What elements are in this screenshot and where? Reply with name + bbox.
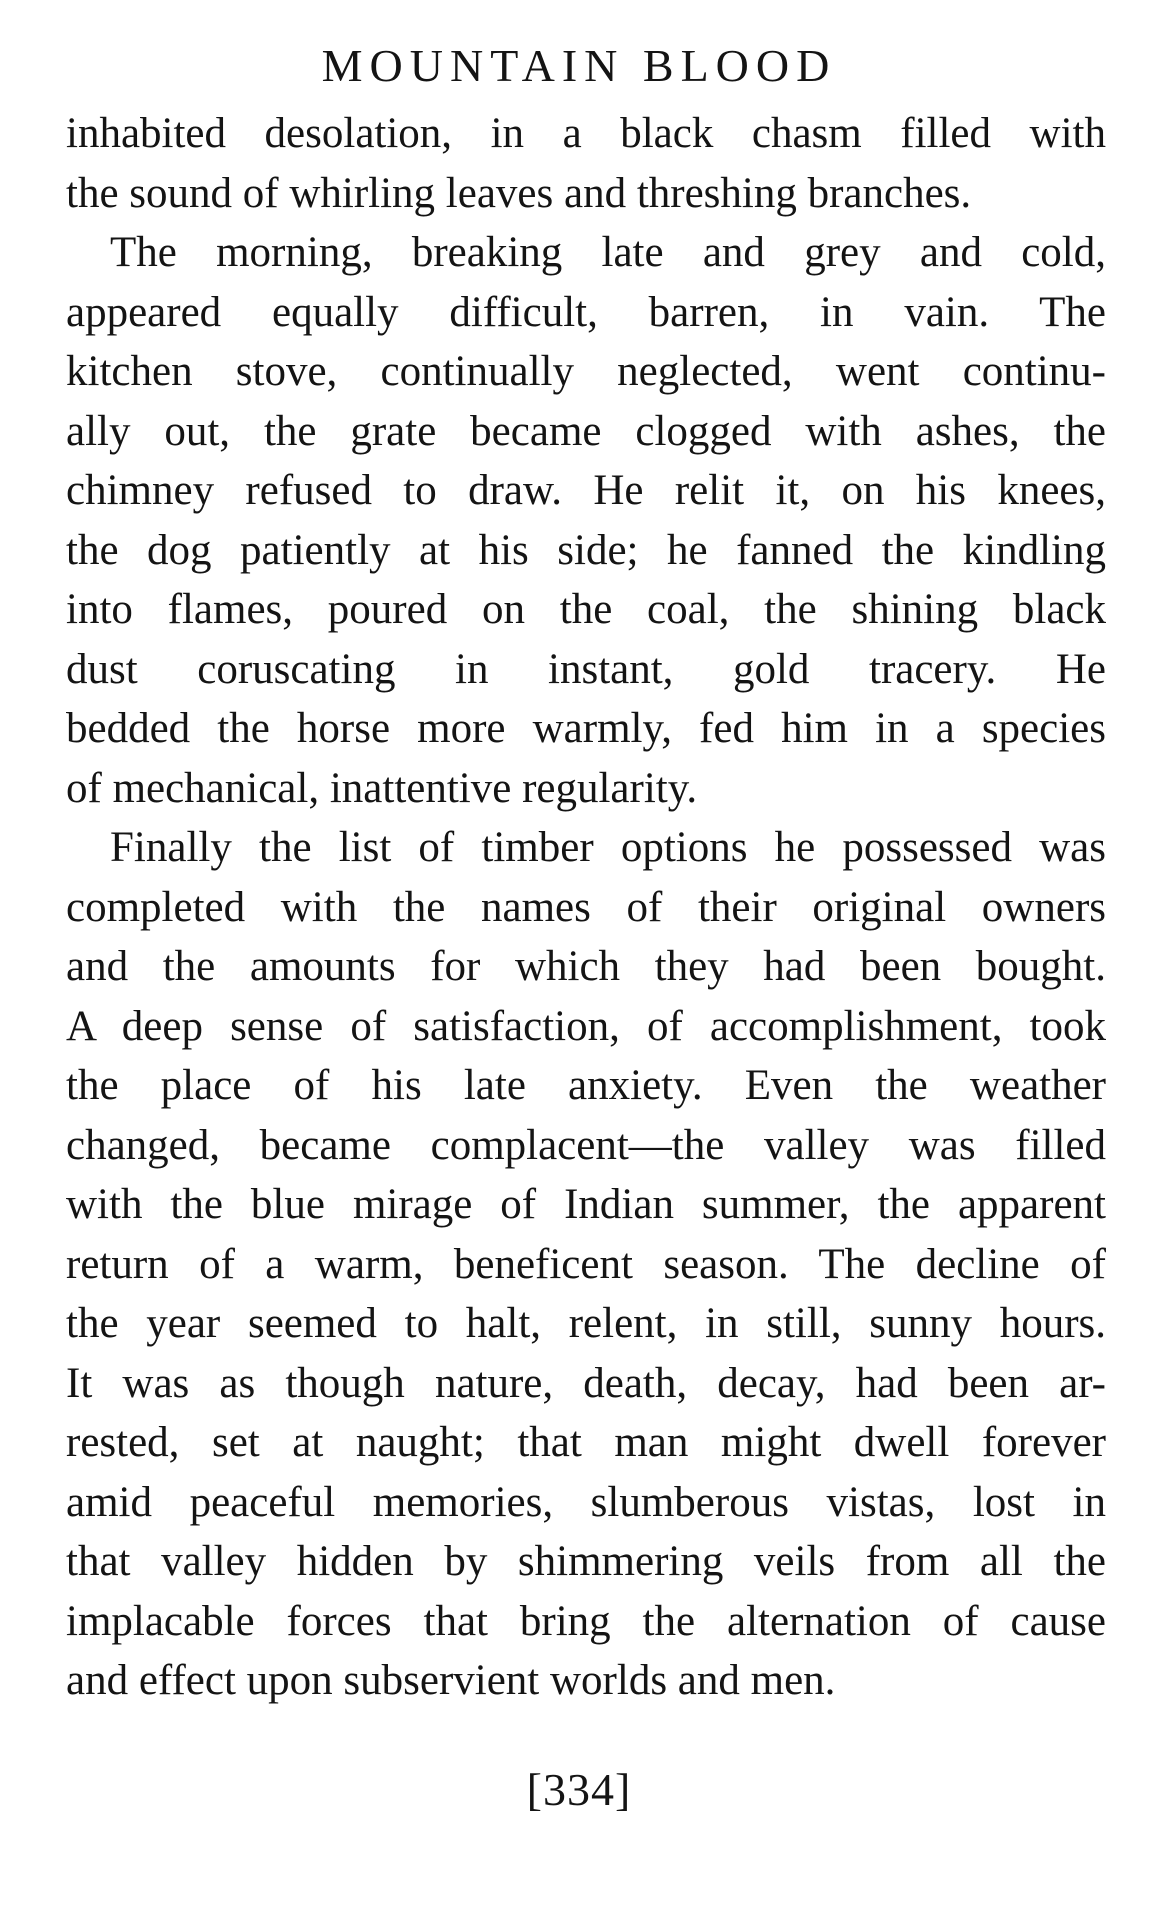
text-line: with the blue mirage of Indian summer, the apparent	[66, 1181, 1106, 1228]
paragraph	[66, 818, 1106, 1711]
text-line: and effect upon subservient worlds and men.	[66, 1657, 836, 1704]
text-line: completed with the names of their original owners	[66, 883, 1106, 931]
text-line: rested, set at naught; that man might dwell forever	[66, 1419, 1106, 1466]
text-line: the year seemed to halt, relent, in still, sunny hours.	[66, 1300, 1106, 1347]
text-line: of mechanical, inattentive regularity.	[66, 764, 698, 812]
paragraph	[66, 223, 1106, 818]
text-line: inhabited desolation, in a black chasm filled with	[66, 110, 1106, 157]
text-line: changed, became complacent—the valley was filled	[66, 1121, 1106, 1169]
text-line: appeared equally difficult, barren, in vain. The	[66, 288, 1106, 336]
text-line: ally out, the grate became clogged with ashes, the	[66, 407, 1106, 455]
text-line: bedded the horse more warmly, fed him in a species	[66, 705, 1106, 752]
text-line: amid peaceful memories, slumberous vistas, lost in	[66, 1478, 1106, 1526]
text-line: the dog patiently at his side; he fanned the kindling	[66, 526, 1106, 574]
text-line: A deep sense of satisfaction, of accomplishment, took	[66, 1002, 1106, 1050]
text-line: kitchen stove, continually neglected, went continu-	[66, 348, 1106, 395]
body-text	[66, 104, 1106, 1711]
text-line: into flames, poured on the coal, the shining black	[66, 586, 1106, 633]
text-line: implacable forces that bring the alternation of cause	[66, 1597, 1106, 1645]
text-line: It was as though nature, death, decay, had been ar-	[66, 1359, 1106, 1407]
text-line: the sound of whirling leaves and threshing branches.	[66, 169, 972, 217]
text-line: the place of his late anxiety. Even the weather	[66, 1062, 1106, 1109]
text-line: and the amounts for which they had been bought.	[66, 943, 1106, 990]
text-line: that valley hidden by shimmering veils from all the	[66, 1538, 1106, 1585]
paragraph	[66, 104, 1106, 223]
text-line: dust coruscating in instant, gold tracery. He	[66, 645, 1106, 693]
text-line: The morning, breaking late and grey and cold,	[110, 229, 1106, 276]
text-line: return of a warm, beneficent season. The decline of	[66, 1240, 1106, 1288]
running-head: MOUNTAIN BLOOD	[321, 40, 837, 91]
page-number: [334]	[526, 1764, 632, 1815]
text-line: Finally the list of timber options he possessed was	[110, 824, 1106, 871]
text-line: chimney refused to draw. He relit it, on his knees,	[66, 467, 1106, 514]
